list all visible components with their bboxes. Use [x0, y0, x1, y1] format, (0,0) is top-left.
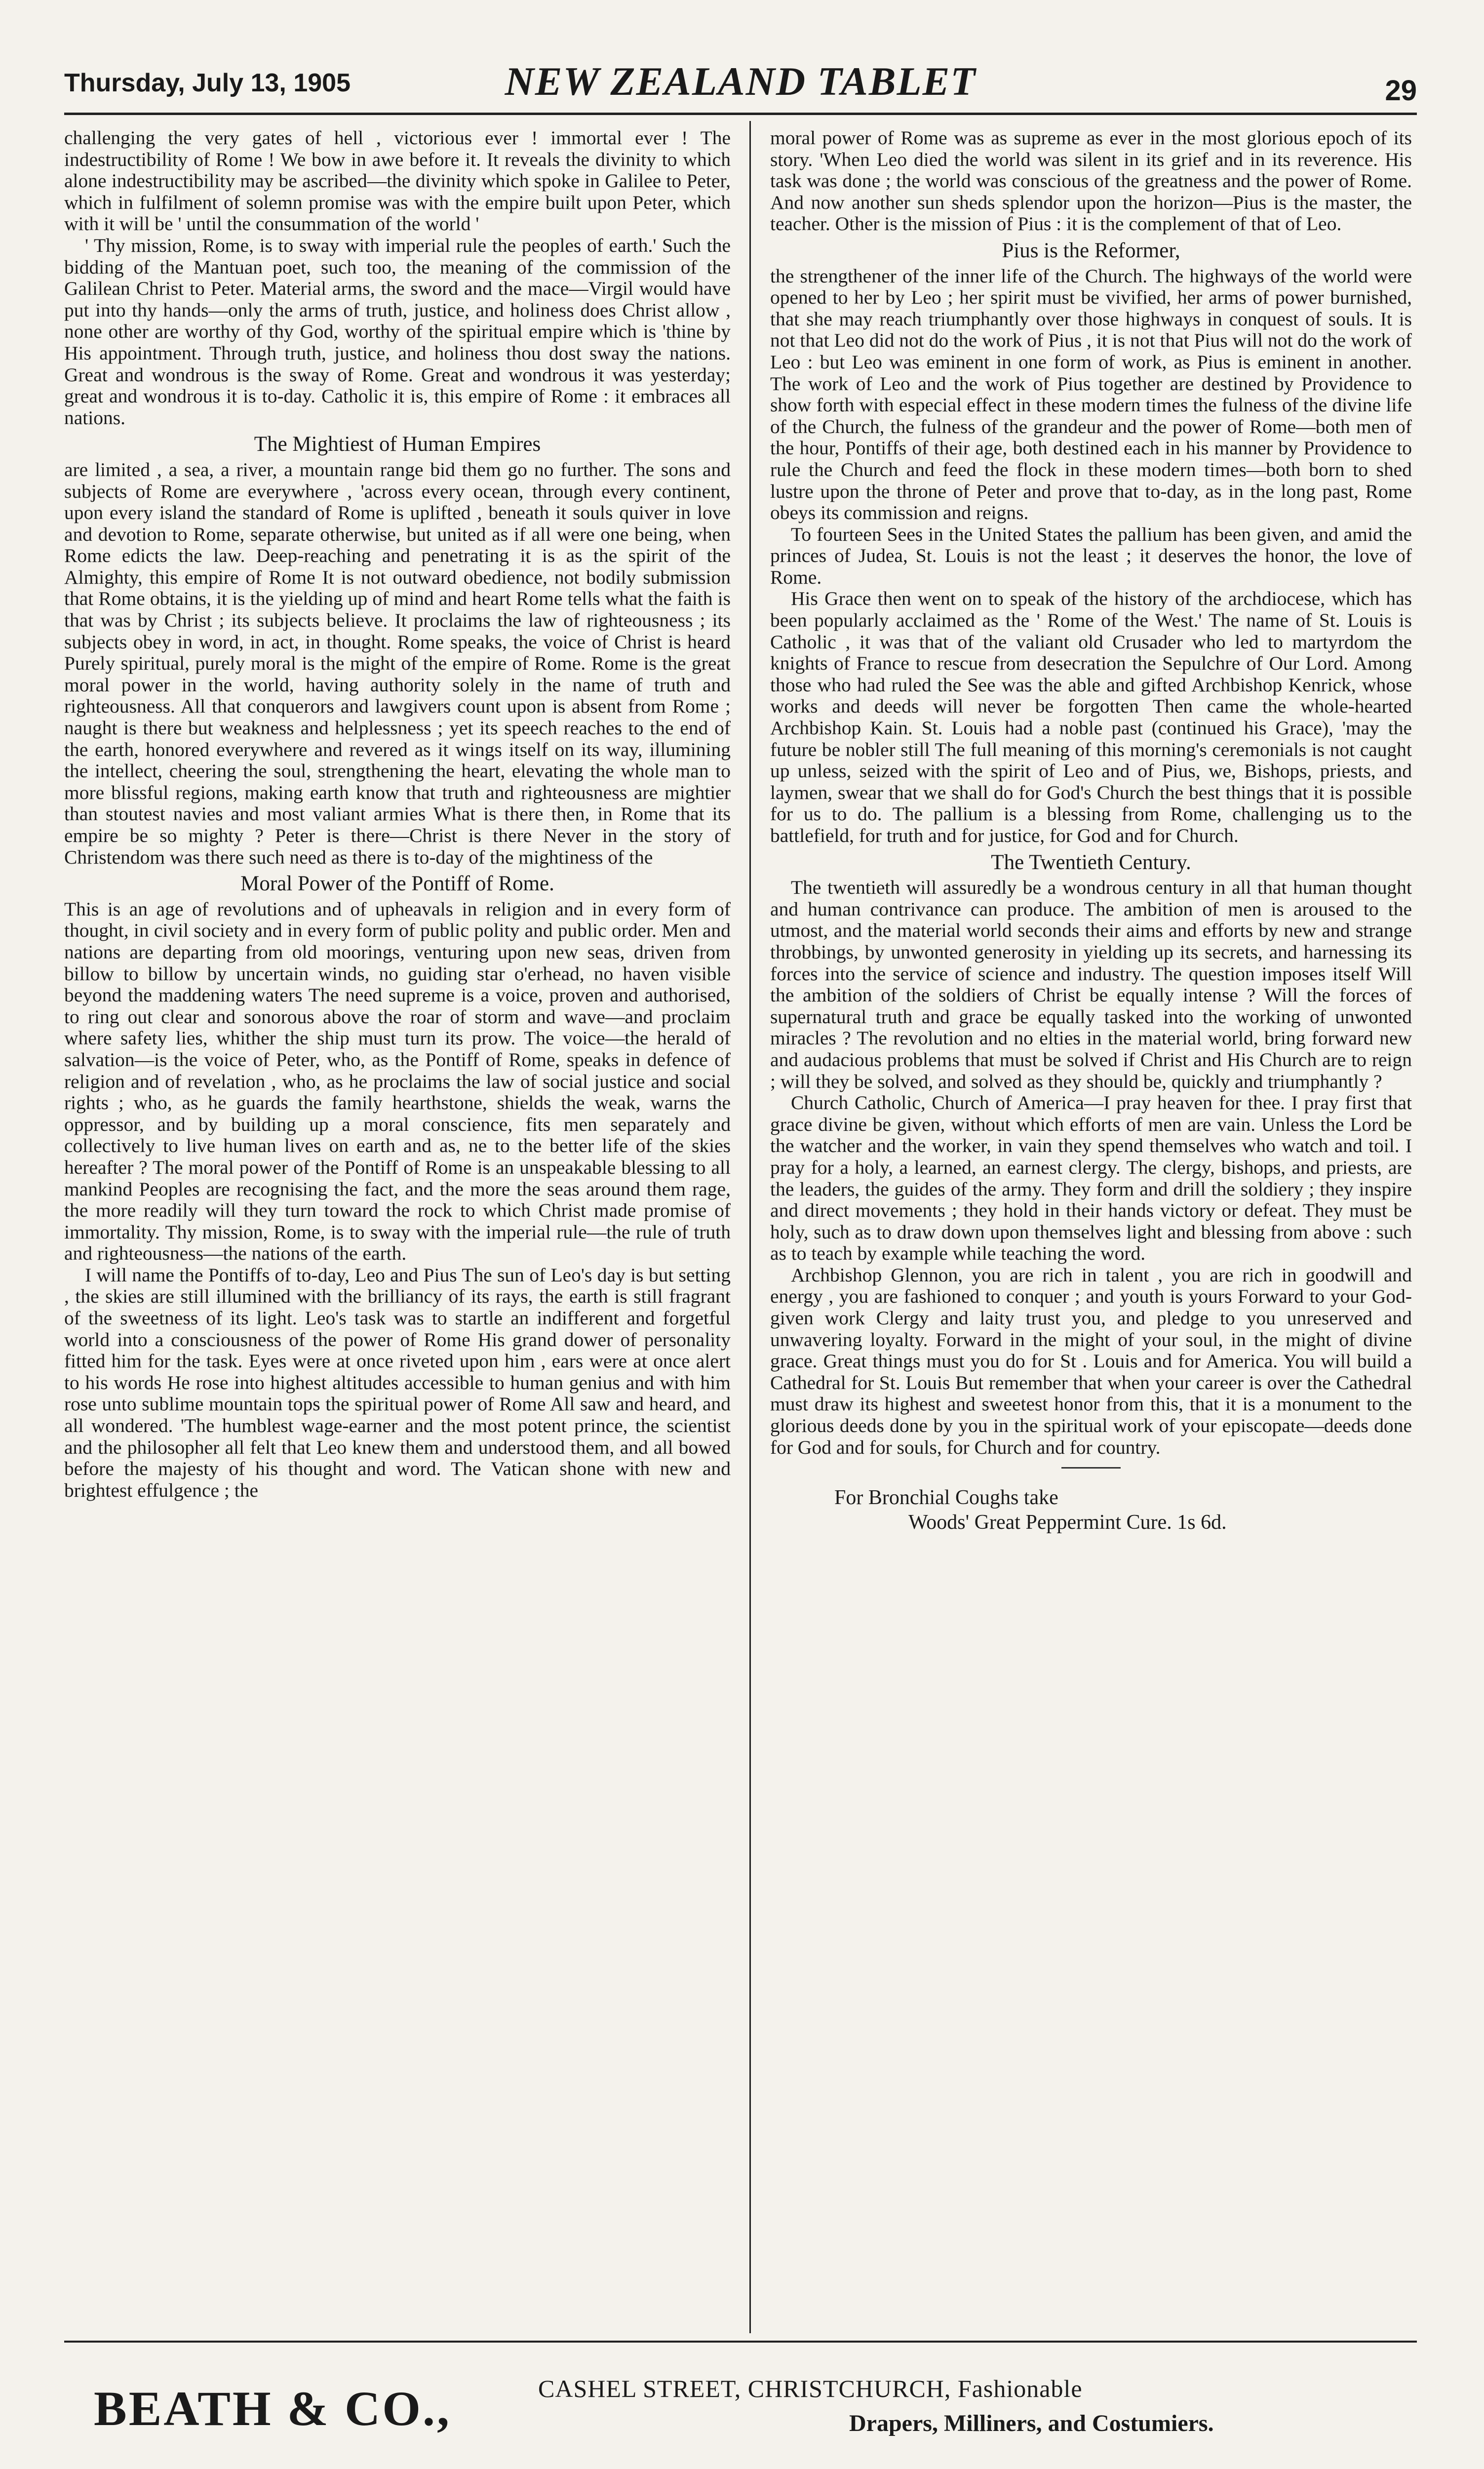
section-heading: Moral Power of the Pontiff of Rome.: [240, 872, 554, 896]
article-paragraph: I will name the Pontiffs of to-day, Leo and Pius The sun of Leo's day is but setting , the skies are still illumined with the brilliancy of its rays, the earth is still fragrant of the sweetness of its light. Leo's task was to startle an indifferent and forgetful world into a consciousness of the power of Rome His grand dower of personality fitted him for the task. Eyes were at once riveted upon him , ears were at once alert to his words He rose into highest altitudes accessible to human genius and with him rose unto sublime mountain tops the spiritual power of Rome All saw and heard, and all wondered. 'The humblest wage-earner and the most potent prince, the scientist and the philosopher all felt that Leo knew them and understood them, and all bowed before the majesty of his thought and word. The Vatican shone with new and brightest effulgence ; the: [64, 1264, 731, 1501]
section-heading: The Twentieth Century.: [991, 850, 1191, 874]
article-paragraph: the strengthener of the inner life of the Church. The highways of the world were opened to her by Leo ; her spirit must be vivified, her arms of power burnished, that she may reach triumphantly over those highways in conquest of souls. It is not that Leo did not do the work of Pius , it is not that Pius will not do the work of Leo : but Leo was eminent in one form of work, as Pius is eminent in another. The work of Leo and the work of Pius together are destined by Providence to show forth with especial effect in these modern times the fulness of the divine life of the Church, the fulness of the grandeur and the power of Rome—both men of the hour, Pontiffs of their age, both destined each in his manner by Providence to rule the Church and feed the flock in these modern times—both born to shed lustre upon the throne of Peter and prove that to-day, as in the long past, Rome obeys its commission and reigns.: [770, 265, 1412, 524]
article-paragraph: moral power of Rome was as supreme as ever in the most glorious epoch of its story. 'When Leo died the world was silent in its grief and in its reverence. His task was done ; the world was conscious of the greatness and the power of Rome. And now another sun sheds splendor upon the horizon—Pius is the master, the teacher. Other is the mission of Pius : it is the complement of that of Leo.: [770, 127, 1412, 235]
page-header: [64, 54, 1417, 109]
section-heading: Pius is the Reformer,: [1002, 239, 1180, 262]
article-paragraph: Church Catholic, Church of America—I pray heaven for thee. I pray first that grace divine be given, without which efforts of men are vain. Unless the Lord be the watcher and the worker, in vain they spend themselves who watch and toil. I pray for a holy, a learned, an earnest clergy. The clergy, bishops, and priests, are the leaders, the guides of the army. They form and drill the soldiery ; they inspire and direct movements ; they hold in their hands victory or defeat. They must be holy, such as to draw down upon themselves light and blessing from above : such as to teach by example while teaching the word.: [770, 1092, 1412, 1265]
masthead-title: NEW ZEALAND TABLET: [505, 59, 976, 104]
advertiser-name: BEATH & CO.,: [94, 2381, 451, 2436]
section-heading: The Mightiest of Human Empires: [254, 433, 541, 456]
footer-rule: [64, 2341, 1417, 2343]
header-rule: [64, 113, 1417, 115]
advertiser-address: CASHEL STREET, CHRISTCHURCH, Fashionable: [538, 2375, 1083, 2402]
article-paragraph: Archbishop Glennon, you are rich in talent , you are rich in goodwill and energy , you are fashioned to conquer ; and youth is yours Forward to your God-given work Clergy and laity trust you, and pledge to you unreserved and unwavering loyalty. Forward in the might of your soul, in the might of divine grace. Great things must you do for St . Louis and for America. You will build a Cathedral for St. Louis But remember that when your career is over the Cathedral must draw its highest and sweetest honor from this, that it is a monument to the glorious deeds done by you in the spiritual work of your episcopate—deeds done for God and for souls, for Church and for country.: [770, 1264, 1412, 1458]
column-divider: [749, 121, 751, 2333]
article-paragraph: The twentieth will assuredly be a wondrous century in all that human thought and human contrivance can produce. The ambition of men is aroused to the utmost, and the material world seconds their aims and efforts by new and strange throbbings, by unwonted generosity in yielding up its secrets, and harnessing its forces into the service of science and industry. The question imposes itself Will the ambition of the soldiers of Christ be equally intense ? Will the forces of supernatural truth and grace be equally tasked into the working of unwonted miracles ? The revolution and no elties in the material world, bring forward new and audacious problems that must be solved if Christ and His Church are to reign ; will they be solved, and solved as they should be, quickly and triumphantly ?: [770, 876, 1412, 1092]
end-rule: [1061, 1467, 1121, 1469]
article-paragraph: ' Thy mission, Rome, is to sway with imperial rule the peoples of earth.' Such the bidding of the Mantuan poet, such too, the meaning of the commission of the Galilean Christ to Peter. Material arms, the sword and the mace—Virgil would have put into thy hands—only the arms of truth, justice, and holiness does Christ allow , none other are worthy of thy God, worthy of the spiritual empire which is 'thine by His appointment. Through truth, justice, and holiness thou dost sway the nations. Great and wondrous is the sway of Rome. Great and wondrous it was yesterday; great and wondrous it is to-day. Catholic it is, this empire of Rome : it embraces all nations.: [64, 234, 731, 429]
right-column: [770, 127, 1412, 2330]
page-number: 29: [1385, 75, 1417, 107]
article-paragraph: challenging the very gates of hell , victorious ever ! immortal ever ! The indestructibility of Rome ! We bow in awe before it. It reveals the divinity to which alone indestructibility may be ascribed—the divinity which spoke in Galilee to Peter, which in fulfilment of solemn promise was with the empire built upon Peter, which with it will be ' until the consummation of the world ': [64, 127, 731, 235]
article-paragraph: are limited , a sea, a river, a mountain range bid them go no further. The sons and subjects of Rome are everywhere , 'across every ocean, through every continent, upon every island the standard of Rome is uplifted , beneath it souls quiver in love and devotion to Rome, separate otherwise, but united as if all were one being, when Rome edicts the law. Deep-reaching and penetrating it is as the spirit of the Almighty, this empire of Rome It is not outward obedience, not bodily submission that Rome obtains, it is the yielding up of mind and heart Rome tells what the faith is that was by Christ ; its subjects believe. It proclaims the law of righteousness ; its subjects obey in word, in act, in thought. Rome speaks, the voice of Christ is heard Purely spiritual, purely moral is the might of the empire of Rome. Rome is the great moral power in the world, having authority solely in the name of truth and righteousness. All that conquerors and lawgivers count upon is absent from Rome ; naught is there but weakness and helplessness ; yet its speech reaches to the end of the earth, honored everywhere and revered as it wings itself on its way, illumining the intellect, cheering the soul, strengthening the heart, elevating the whole man to more blissful regions, making earth know that truth and righteousness are mightier than stoutest navies and most valiant armies What is there then, in Rome that its empire be so mighty ? Peter is there—Christ is there Never in the story of Christendom was there such need as there is to-day of the mightiness of the: [64, 458, 731, 868]
left-column: [64, 127, 731, 2330]
advert-line-2: Woods' Great Peppermint Cure. 1s 6d.: [908, 1511, 1227, 1534]
issue-date: Thursday, July 13, 1905: [64, 69, 351, 97]
advertiser-trades: Drapers, Milliners, and Costumiers.: [849, 2410, 1214, 2436]
advert-line-1: For Bronchial Coughs take: [834, 1486, 1058, 1510]
article-paragraph: His Grace then went on to speak of the history of the archdiocese, which has been popularly acclaimed as the ' Rome of the West.' The name of St. Louis is Catholic , it was that of the valiant old Crusader who led to martyrdom the knights of France to rescue from desecration the Sepulchre of Our Lord. Among those who had ruled the See was the able and gifted Archbishop Kenrick, whose works and deeds will never be forgotten Then came the whole-hearted Archbishop Kain. St. Louis had a noble past (continued his Grace), 'may the future be nobler still The full meaning of this morning's ceremonials is not caught up unless, seized with the spirit of Leo and of Pius, we, Bishops, priests, and laymen, swear that we shall do for God's Church the best things that it is possible for us to do. The pallium is a blessing from Rome, challenging us to the battlefield, for truth and for justice, for God and for Church.: [770, 588, 1412, 846]
article-paragraph: This is an age of revolutions and of upheavals in religion and in every form of thought, in civil society and in every form of public polity and public order. Men and nations are departing from old moorings, venturing upon new seas, driven from billow to billow by uncertain winds, no guiding star o'erhead, no haven visible beyond the maddening waters The need supreme is a voice, proven and authorised, to ring out clear and sonorous above the roar of storm and wave—and proclaim where safety lies, whither the ship must turn its prow. The voice—the herald of salvation—is the voice of Peter, who, as the Pontiff of Rome, speaks in defence of religion and of revelation , who, as he proclaims the law of social justice and social rights ; who, as he guards the family hearthstone, shields the weak, warns the oppressor, and by building up a moral conscience, fits men separately and collectively to live human lives on earth and as, ne to the better life of the skies hereafter ? The moral power of the Pontiff of Rome is an unspeakable blessing to all mankind Peoples are recognising the fact, and the more the seas around them rage, the more readily will they turn toward the rock to which Christ made promise of immortality. Thy mission, Rome, is to sway with the imperial rule—the rule of truth and righteousness—the nations of the earth.: [64, 898, 731, 1265]
peppermint-cure-advert: [770, 1485, 1412, 1535]
footer-advert: [64, 2350, 1417, 2464]
article-paragraph: To fourteen Sees in the United States the pallium has been given, and amid the princes of Judea, St. Louis is not the least ; it deserves the honor, the love of Rome.: [770, 523, 1412, 588]
